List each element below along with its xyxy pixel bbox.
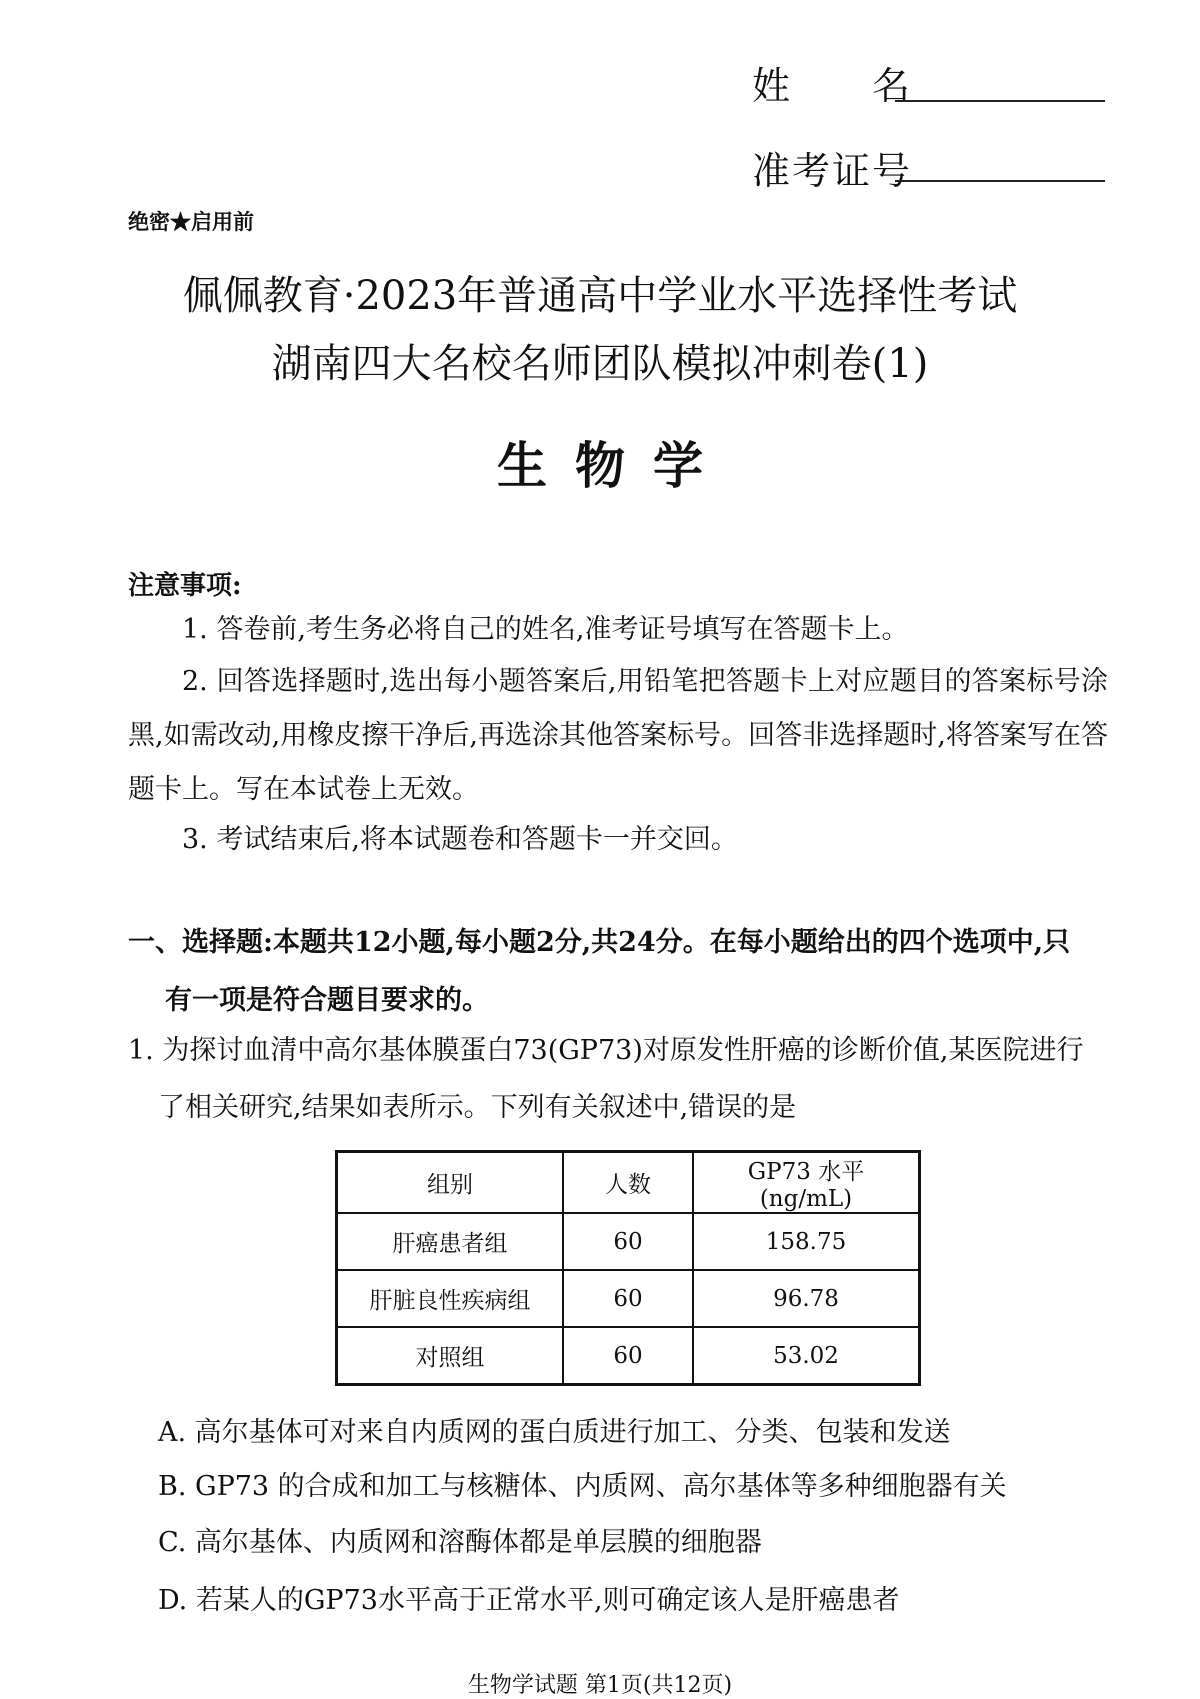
section-heading-line1: 一、选择题:本题共12小题,每小题2分,共24分。在每小题给出的四个选项中,只 — [128, 927, 1071, 958]
table-row — [337, 1270, 920, 1327]
table-header-group: 组别 — [337, 1152, 564, 1214]
option-c: C. 高尔基体、内质网和溶酶体都是单层膜的细胞器 — [158, 1527, 762, 1558]
secret-label: 绝密★启用前 — [128, 209, 254, 234]
table-header-row — [337, 1152, 920, 1214]
gp73-table — [335, 1150, 921, 1386]
exam-id-label: 准考证号 — [752, 149, 913, 193]
table-cell: 肝脏良性疾病组 — [337, 1270, 564, 1327]
table-cell: 对照组 — [337, 1327, 564, 1385]
option-b: B. GP73 的合成和加工与核糖体、内质网、高尔基体等多种细胞器有关 — [158, 1471, 1007, 1502]
table-row — [337, 1213, 920, 1270]
exam-title-line2: 湖南四大名校名师团队模拟冲刺卷(1) — [271, 341, 929, 387]
option-a: A. 高尔基体可对来自内质网的蛋白质进行加工、分类、包装和发送 — [158, 1417, 951, 1448]
table-header-count: 人数 — [563, 1152, 693, 1214]
table-cell: 60 — [563, 1270, 693, 1327]
table-cell: 96.78 — [693, 1270, 920, 1327]
section-heading-line2: 有一项是符合题目要求的。 — [165, 985, 489, 1016]
name-field-line — [895, 100, 1105, 102]
table-row — [337, 1327, 920, 1385]
notice-item-2: 2. 回答选择题时,选出每小题答案后,用铅笔把答题卡上对应题目的答案标号涂黑,如需改动,用橡皮擦干净后,再选涂其他答案标号。回答非选择题时,将答案写在答题卡上。写在本试卷上无效。 — [128, 666, 1108, 805]
table-cell: 60 — [563, 1327, 693, 1385]
notice-heading: 注意事项: — [128, 571, 242, 601]
table-cell: 肝癌患者组 — [337, 1213, 564, 1270]
name-label: 姓 名 — [752, 64, 913, 108]
table-cell: 53.02 — [693, 1327, 920, 1385]
table-cell: 158.75 — [693, 1213, 920, 1270]
table-cell: 60 — [563, 1213, 693, 1270]
notice-item-1: 1. 答卷前,考生务必将自己的姓名,准考证号填写在答题卡上。 — [182, 614, 909, 645]
table-header-gp73-level: GP73 水平(ng/mL) — [693, 1152, 920, 1214]
exam-title-line1: 佩佩教育·2023年普通高中学业水平选择性考试 — [182, 273, 1018, 319]
question-1-stem-line2: 了相关研究,结果如表所示。下列有关叙述中,错误的是 — [158, 1092, 797, 1123]
subject-title: 生物学 — [497, 436, 731, 495]
option-d: D. 若某人的GP73水平高于正常水平,则可确定该人是肝癌患者 — [158, 1585, 900, 1616]
question-1-stem-line1: 1. 为探讨血清中高尔基体膜蛋白73(GP73)对原发性肝癌的诊断价值,某医院进行 — [128, 1035, 1084, 1066]
exam-id-field-line — [895, 180, 1105, 182]
notice-item-3: 3. 考试结束后,将本试题卷和答题卡一并交回。 — [182, 824, 738, 855]
page-footer: 生物学试题 第1页(共12页) — [467, 1673, 733, 1698]
